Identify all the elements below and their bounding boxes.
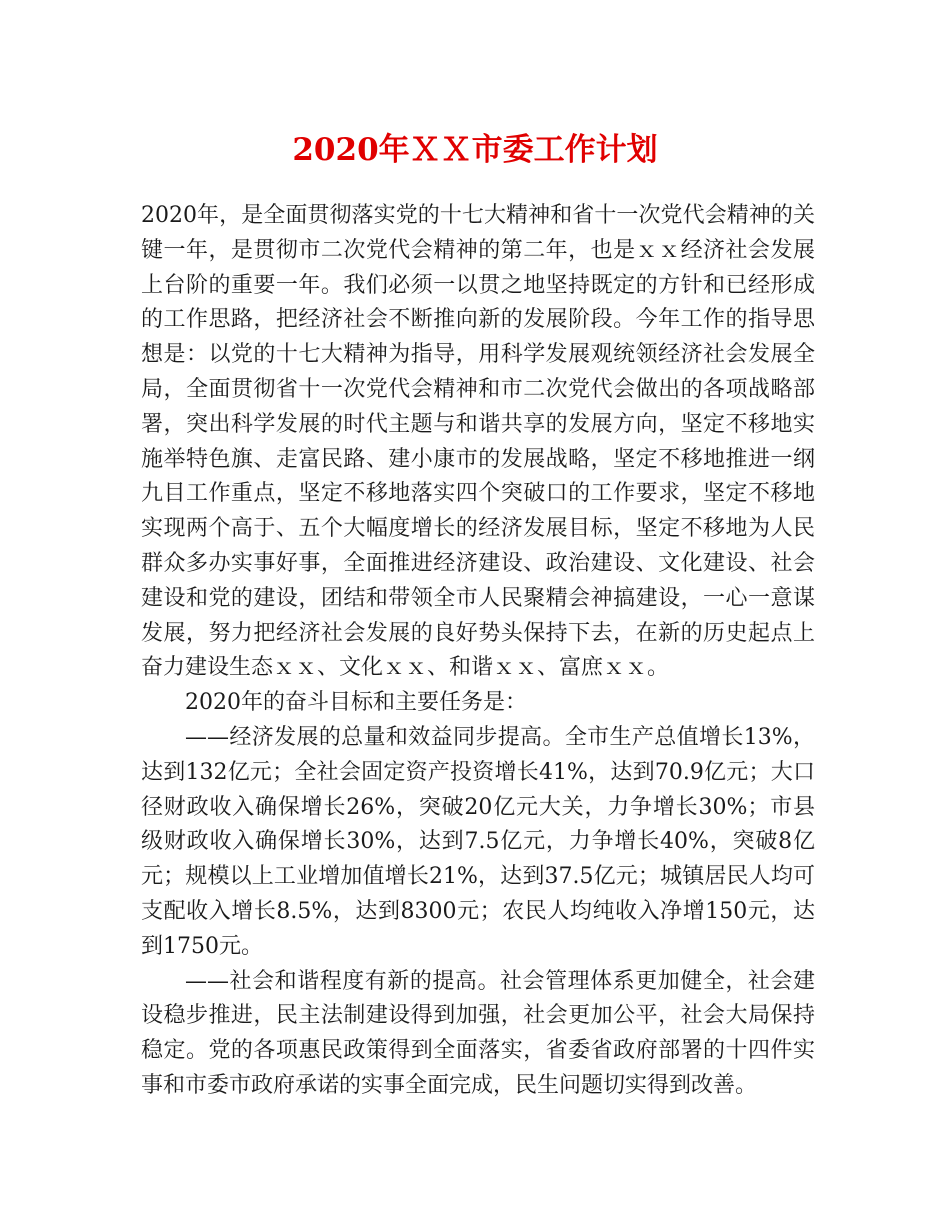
- paragraph-goals-heading: 2020年的奋斗目标和主要任务是：: [185, 690, 527, 716]
- document-body: [141, 199, 815, 1104]
- document-title: 2020年ＸＸ市委工作计划: [292, 132, 658, 168]
- paragraph-economic-goals: ——经济发展的总量和效益同步提高。全市生产总值增长13%，达到132亿元；全社会固定资产投资增长41%，达到70.9亿元；大口径财政收入确保增长26%，突破20亿元大关，力争增长30%；市县级财政收入确保增长30%，达到7.5亿元，力争增长40%，突破8亿元；规模以上工业增加值增长21%，达到37.5亿元；城镇居民人均可支配收入增长8.5%，达到8300元；农民人均纯收入净增150元，达到1750元。: [141, 724, 815, 959]
- paragraph-social-goals: ——社会和谐程度有新的提高。社会管理体系更加健全，社会建设稳步推进，民主法制建设得到加强，社会更加公平，社会大局保持稳定。党的各项惠民政策得到全面落实，省委省政府部署的十四件实事和市委市政府承诺的实事全面完成，民生问题切实得到改善。: [141, 968, 815, 1098]
- paragraph-intro: 2020年，是全面贯彻落实党的十七大精神和省十一次党代会精神的关键一年，是贯彻市二次党代会精神的第二年，也是ｘｘ经济社会发展上台阶的重要一年。我们必须一以贯之地坚持既定的方针和已经形成的工作思路，把经济社会不断推向新的发展阶段。今年工作的指导思想是：以党的十七大精神为指导，用科学发展观统领经济社会发展全局，全面贯彻省十一次党代会精神和市二次党代会做出的各项战略部署，突出科学发展的时代主题与和谐共享的发展方向，坚定不移地实施举特色旗、走富民路、建小康市的发展战略，坚定不移地推进一纲九目工作重点，坚定不移地落实四个突破口的工作要求，坚定不移地实现两个高于、五个大幅度增长的经济发展目标，坚定不移地为人民群众多办实事好事，全面推进经济建设、政治建设、文化建设、社会建设和党的建设，团结和带领全市人民聚精会神搞建设，一心一意谋发展，努力把经济社会发展的良好势头保持下去，在新的历史起点上奋力建设生态ｘｘ、文化ｘｘ、和谐ｘｘ、富庶ｘｘ。: [141, 203, 815, 681]
